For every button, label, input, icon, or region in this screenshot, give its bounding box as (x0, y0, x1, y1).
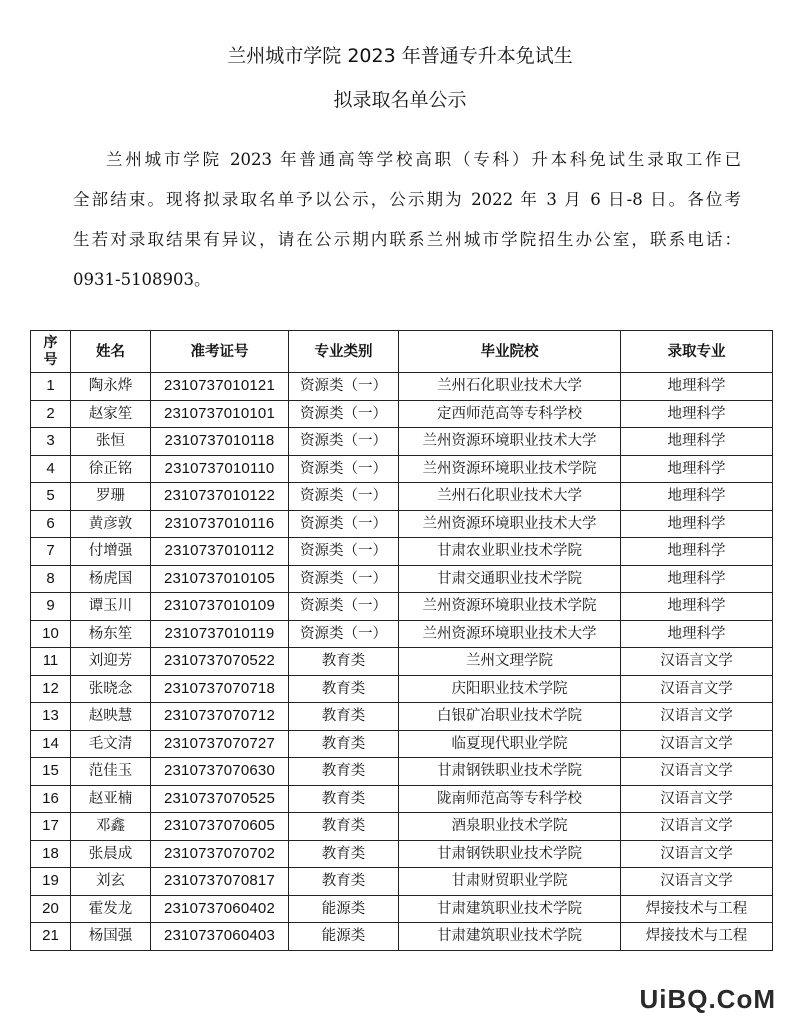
announcement-paragraph (73, 140, 741, 300)
cell-category: 资源类（一） (289, 428, 399, 456)
table-row (31, 895, 773, 923)
table-row (31, 483, 773, 511)
cell-exam-no: 2310737070727 (151, 730, 289, 758)
page-title-line1: 兰州城市学院 2023 年普通专升本免试生 (227, 45, 573, 67)
cell-name: 徐正铭 (71, 455, 151, 483)
cell-name: 谭玉川 (71, 593, 151, 621)
cell-school: 白银矿冶职业技术学院 (399, 703, 621, 731)
cell-name: 刘玄 (71, 868, 151, 896)
cell-seq: 17 (31, 813, 71, 841)
cell-category: 资源类（一） (289, 373, 399, 401)
cell-exam-no: 2310737070718 (151, 675, 289, 703)
cell-seq: 5 (31, 483, 71, 511)
cell-seq: 14 (31, 730, 71, 758)
table-row (31, 675, 773, 703)
cell-category: 资源类（一） (289, 510, 399, 538)
table-header-row (31, 331, 773, 373)
cell-name: 毛文清 (71, 730, 151, 758)
cell-name: 张晨成 (71, 840, 151, 868)
cell-name: 罗珊 (71, 483, 151, 511)
cell-name: 付增强 (71, 538, 151, 566)
cell-category: 教育类 (289, 648, 399, 676)
cell-school: 甘肃钢铁职业技术学院 (399, 758, 621, 786)
cell-name: 霍发龙 (71, 895, 151, 923)
cell-exam-no: 2310737070522 (151, 648, 289, 676)
cell-school: 甘肃建筑职业技术学院 (399, 895, 621, 923)
cell-school: 庆阳职业技术学院 (399, 675, 621, 703)
cell-seq: 19 (31, 868, 71, 896)
cell-major: 地理科学 (621, 455, 773, 483)
page-title-line2: 拟录取名单公示 (333, 89, 467, 111)
header-seq-line1: 序 (43, 334, 58, 351)
table-row (31, 703, 773, 731)
header-exam-no: 准考证号 (151, 331, 289, 373)
cell-category: 资源类（一） (289, 400, 399, 428)
cell-major: 汉语言文学 (621, 840, 773, 868)
cell-category: 教育类 (289, 758, 399, 786)
cell-exam-no: 2310737010116 (151, 510, 289, 538)
cell-seq: 16 (31, 785, 71, 813)
cell-name: 赵家笙 (71, 400, 151, 428)
cell-seq: 3 (31, 428, 71, 456)
table-body (31, 373, 773, 951)
cell-name: 黄彦敦 (71, 510, 151, 538)
cell-category: 能源类 (289, 923, 399, 951)
cell-school: 临夏现代职业学院 (399, 730, 621, 758)
cell-name: 陶永烨 (71, 373, 151, 401)
cell-seq: 20 (31, 895, 71, 923)
cell-exam-no: 2310737010122 (151, 483, 289, 511)
table-row (31, 868, 773, 896)
table-row (31, 840, 773, 868)
cell-category: 教育类 (289, 868, 399, 896)
paragraph-line: 兰州城市学院 2023 年普通高等学校高职（专科）升本科免试生录取工作已 (106, 150, 741, 169)
cell-major: 汉语言文学 (621, 868, 773, 896)
cell-name: 张晓念 (71, 675, 151, 703)
cell-major: 地理科学 (621, 428, 773, 456)
cell-major: 汉语言文学 (621, 813, 773, 841)
paragraph-line: 生若对录取结果有异议，请在公示期内联系兰州城市学院招生办公室，联系电话： (73, 230, 741, 249)
table-row (31, 400, 773, 428)
cell-school: 兰州资源环境职业技术学院 (399, 455, 621, 483)
cell-category: 教育类 (289, 675, 399, 703)
cell-major: 汉语言文学 (621, 785, 773, 813)
cell-school: 定西师范高等专科学校 (399, 400, 621, 428)
cell-category: 教育类 (289, 703, 399, 731)
header-seq (31, 331, 71, 373)
cell-category: 教育类 (289, 730, 399, 758)
cell-seq: 15 (31, 758, 71, 786)
cell-exam-no: 2310737070712 (151, 703, 289, 731)
cell-major: 地理科学 (621, 593, 773, 621)
header-seq-line2: 号 (43, 351, 58, 368)
cell-seq: 7 (31, 538, 71, 566)
watermark-logo: UiBQ.CoM (639, 984, 776, 1014)
cell-major: 地理科学 (621, 373, 773, 401)
table-row (31, 648, 773, 676)
cell-exam-no: 2310737010110 (151, 455, 289, 483)
cell-seq: 6 (31, 510, 71, 538)
table-row (31, 428, 773, 456)
cell-exam-no: 2310737010101 (151, 400, 289, 428)
cell-name: 邓鑫 (71, 813, 151, 841)
table-row (31, 538, 773, 566)
cell-category: 资源类（一） (289, 593, 399, 621)
cell-major: 地理科学 (621, 620, 773, 648)
cell-name: 杨东笙 (71, 620, 151, 648)
table-row (31, 813, 773, 841)
cell-school: 兰州石化职业技术大学 (399, 373, 621, 401)
cell-school: 甘肃钢铁职业技术学院 (399, 840, 621, 868)
cell-name: 刘迎芳 (71, 648, 151, 676)
cell-name: 赵亚楠 (71, 785, 151, 813)
cell-seq: 1 (31, 373, 71, 401)
header-category: 专业类别 (289, 331, 399, 373)
cell-seq: 12 (31, 675, 71, 703)
cell-school: 酒泉职业技术学院 (399, 813, 621, 841)
cell-major: 汉语言文学 (621, 703, 773, 731)
cell-name: 杨国强 (71, 923, 151, 951)
cell-exam-no: 2310737010112 (151, 538, 289, 566)
cell-seq: 18 (31, 840, 71, 868)
cell-seq: 10 (31, 620, 71, 648)
cell-exam-no: 2310737010105 (151, 565, 289, 593)
cell-major: 焊接技术与工程 (621, 923, 773, 951)
cell-school: 兰州资源环境职业技术大学 (399, 428, 621, 456)
cell-exam-no: 2310737060402 (151, 895, 289, 923)
cell-name: 张恒 (71, 428, 151, 456)
cell-seq: 2 (31, 400, 71, 428)
cell-exam-no: 2310737010118 (151, 428, 289, 456)
cell-exam-no: 2310737070702 (151, 840, 289, 868)
header-major: 录取专业 (621, 331, 773, 373)
cell-major: 地理科学 (621, 538, 773, 566)
cell-category: 教育类 (289, 840, 399, 868)
table-row (31, 730, 773, 758)
cell-exam-no: 2310737010109 (151, 593, 289, 621)
cell-seq: 11 (31, 648, 71, 676)
cell-major: 地理科学 (621, 483, 773, 511)
cell-school: 兰州资源环境职业技术学院 (399, 593, 621, 621)
cell-school: 兰州文理学院 (399, 648, 621, 676)
cell-name: 赵映慧 (71, 703, 151, 731)
cell-exam-no: 2310737070630 (151, 758, 289, 786)
cell-major: 汉语言文学 (621, 675, 773, 703)
cell-major: 地理科学 (621, 510, 773, 538)
cell-category: 资源类（一） (289, 455, 399, 483)
cell-exam-no: 2310737010119 (151, 620, 289, 648)
cell-name: 范佳玉 (71, 758, 151, 786)
paragraph-line: 0931-5108903。 (73, 270, 211, 289)
cell-exam-no: 2310737060403 (151, 923, 289, 951)
cell-category: 能源类 (289, 895, 399, 923)
cell-seq: 9 (31, 593, 71, 621)
admission-table (30, 330, 773, 951)
cell-seq: 13 (31, 703, 71, 731)
cell-category: 资源类（一） (289, 483, 399, 511)
table-row (31, 785, 773, 813)
cell-school: 甘肃交通职业技术学院 (399, 565, 621, 593)
table-row (31, 758, 773, 786)
table-row (31, 923, 773, 951)
cell-category: 教育类 (289, 813, 399, 841)
table-row (31, 593, 773, 621)
cell-category: 资源类（一） (289, 565, 399, 593)
table-row (31, 455, 773, 483)
table-row (31, 510, 773, 538)
cell-school: 甘肃农业职业技术学院 (399, 538, 621, 566)
cell-exam-no: 2310737070817 (151, 868, 289, 896)
cell-seq: 21 (31, 923, 71, 951)
cell-school: 陇南师范高等专科学校 (399, 785, 621, 813)
table-row (31, 620, 773, 648)
cell-exam-no: 2310737070605 (151, 813, 289, 841)
cell-school: 兰州石化职业技术大学 (399, 483, 621, 511)
header-name: 姓名 (71, 331, 151, 373)
table-row (31, 565, 773, 593)
cell-major: 汉语言文学 (621, 648, 773, 676)
paragraph-line: 全部结束。现将拟录取名单予以公示，公示期为 2022 年 3 月 6 日-8 日。各位考 (73, 190, 741, 209)
cell-school: 甘肃建筑职业技术学院 (399, 923, 621, 951)
cell-major: 汉语言文学 (621, 730, 773, 758)
cell-category: 教育类 (289, 785, 399, 813)
cell-name: 杨虎国 (71, 565, 151, 593)
cell-major: 焊接技术与工程 (621, 895, 773, 923)
cell-category: 资源类（一） (289, 538, 399, 566)
cell-exam-no: 2310737010121 (151, 373, 289, 401)
cell-exam-no: 2310737070525 (151, 785, 289, 813)
table-row (31, 373, 773, 401)
cell-major: 地理科学 (621, 565, 773, 593)
header-school: 毕业院校 (399, 331, 621, 373)
cell-school: 甘肃财贸职业学院 (399, 868, 621, 896)
cell-major: 汉语言文学 (621, 758, 773, 786)
cell-school: 兰州资源环境职业技术大学 (399, 510, 621, 538)
cell-school: 兰州资源环境职业技术大学 (399, 620, 621, 648)
cell-category: 资源类（一） (289, 620, 399, 648)
cell-seq: 4 (31, 455, 71, 483)
cell-major: 地理科学 (621, 400, 773, 428)
cell-seq: 8 (31, 565, 71, 593)
